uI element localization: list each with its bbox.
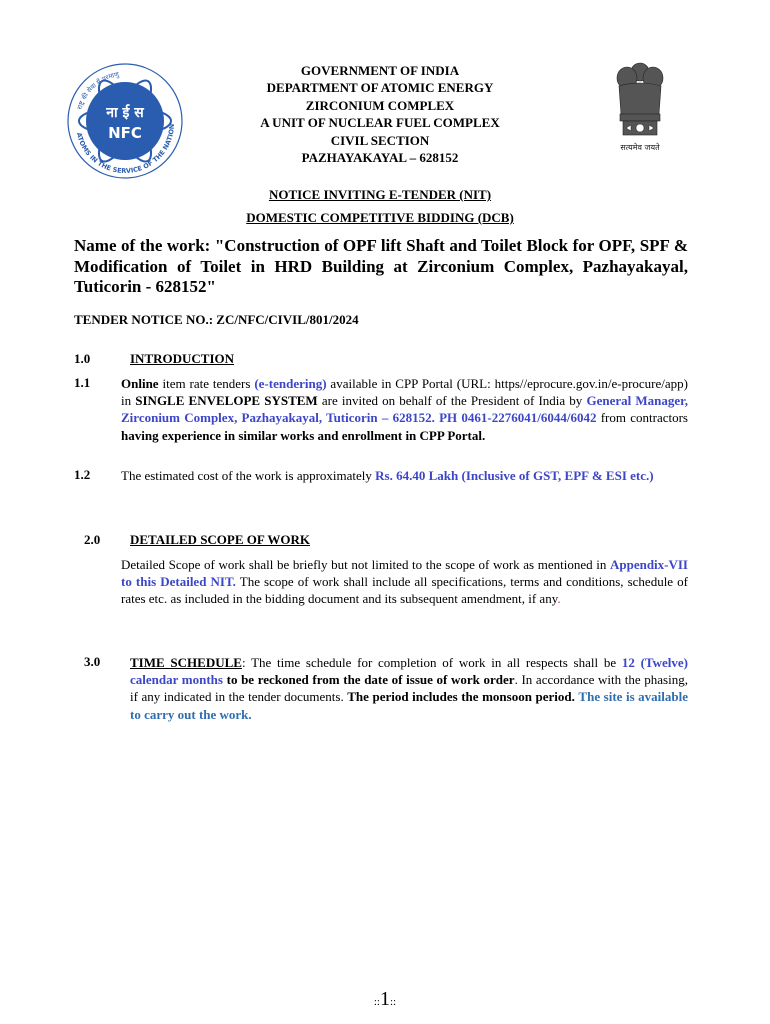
text-experience: having experience in similar works and enrollment in CPP Portal. — [121, 427, 486, 443]
text-site-available: The site is available to carry out the work. — [130, 689, 689, 722]
text-span: The scope of work shall include all specifications, terms and conditions, schedule of rates etc. as included in the bidding document and its subsequent amendment, if any — [121, 574, 688, 607]
section-number: 1.0 — [74, 351, 91, 366]
header-line: ZIRCONIUM COMPLEX — [305, 97, 455, 113]
section-number: 1.1 — [74, 375, 91, 390]
text-span: available in CPP Portal (URL: https//eprocure.gov.in/e-procure/app) in — [121, 376, 688, 409]
text-monsoon: The period includes the monsoon period. — [347, 689, 575, 705]
text-span: item rate tenders — [158, 376, 255, 391]
section-heading-time-schedule: TIME SCHEDULE — [130, 655, 242, 670]
section-heading-scope: DETAILED SCOPE OF WORK — [130, 532, 310, 547]
page-number-prefix: :: — [373, 996, 380, 1008]
section-heading-introduction: INTRODUCTION — [130, 351, 235, 366]
dcb-title: DOMESTIC COMPETITIVE BIDDING (DCB) — [246, 210, 514, 225]
text-reckoned: to be reckoned from the date of issue of work order — [222, 672, 515, 688]
header-line: A UNIT OF NUCLEAR FUEL COMPLEX — [260, 115, 500, 131]
paragraph-2-0 — [121, 556, 688, 608]
header-line: GOVERNMENT OF INDIA — [300, 63, 460, 78]
text-single-envelope: SINGLE ENVELOPE SYSTEM — [135, 393, 318, 409]
section-number: 1.2 — [74, 467, 91, 482]
work-name: Name of the work: "Construction of OPF lift Shaft and Toilet Block for OPF, SPF & Modification of Toilet in HRD Building at Zirconium Complex, Pazhayakayal, Tuticorin - 628152" — [74, 236, 688, 296]
logo-hindi-text: ना ई स — [106, 105, 144, 121]
paragraph-1-2 — [121, 467, 688, 484]
national-emblem-icon — [605, 58, 675, 158]
text-span: The estimated cost of the work is approximately — [121, 468, 376, 483]
nfc-logo-icon — [66, 62, 184, 180]
page-number — [360, 988, 410, 1011]
text-period-red: . — [557, 591, 561, 607]
text-span: are invited on behalf of the President of India by — [317, 393, 587, 409]
text-e-tendering: (e-tendering) — [254, 376, 327, 391]
section-number: 3.0 — [84, 654, 101, 669]
paragraph-3-0 — [130, 654, 688, 723]
text-appendix: Appendix-VII to this Detailed NIT. — [121, 557, 688, 590]
header-line: PAZHAYAKAYAL – 628152 — [301, 150, 459, 166]
logo-nfc-text: NFC — [108, 124, 142, 142]
section-number: 2.0 — [84, 532, 101, 547]
page-number-value: 1 — [380, 988, 390, 1010]
nit-title: NOTICE INVITING E-TENDER (NIT) — [268, 187, 492, 202]
header-line: DEPARTMENT OF ATOMIC ENERGY — [266, 80, 494, 96]
emblem-motto: सत्यमेव जयते — [620, 143, 660, 152]
text-general-manager: General Manager, Zirconium Complex, Pazhayakayal, Tuticorin – 628152. PH 0461-2276041/6044/6042 — [121, 393, 688, 426]
text-span: : The time schedule for completion of work in all respects shall be — [241, 655, 622, 670]
page-number-suffix: :: — [390, 996, 397, 1008]
text-twelve-months: 12 (Twelve) calendar months — [130, 655, 688, 688]
text-span: . In accordance with the phasing, if any indicated in the tender documents. — [130, 672, 688, 705]
text-online: Online — [121, 376, 159, 391]
text-span: Detailed Scope of work shall be briefly but not limited to the scope of work as mentioned in — [121, 557, 610, 572]
paragraph-1-1 — [121, 375, 688, 444]
text-span: from contractors — [596, 410, 688, 426]
logo-ring-bottom-text: ATOMS IN THE SERVICE OF THE NATION — [74, 123, 177, 176]
tender-notice-number: TENDER NOTICE NO.: ZC/NFC/CIVIL/801/2024 — [74, 312, 359, 327]
header-line: CIVIL SECTION — [330, 132, 430, 148]
header-block — [200, 62, 560, 166]
logo-ring-top-text: राष्ट्र की सेवा में परमाणु — [75, 70, 120, 111]
text-estimated-cost: Rs. 64.40 Lakh (Inclusive of GST, EPF & ESI etc.) — [375, 468, 654, 483]
